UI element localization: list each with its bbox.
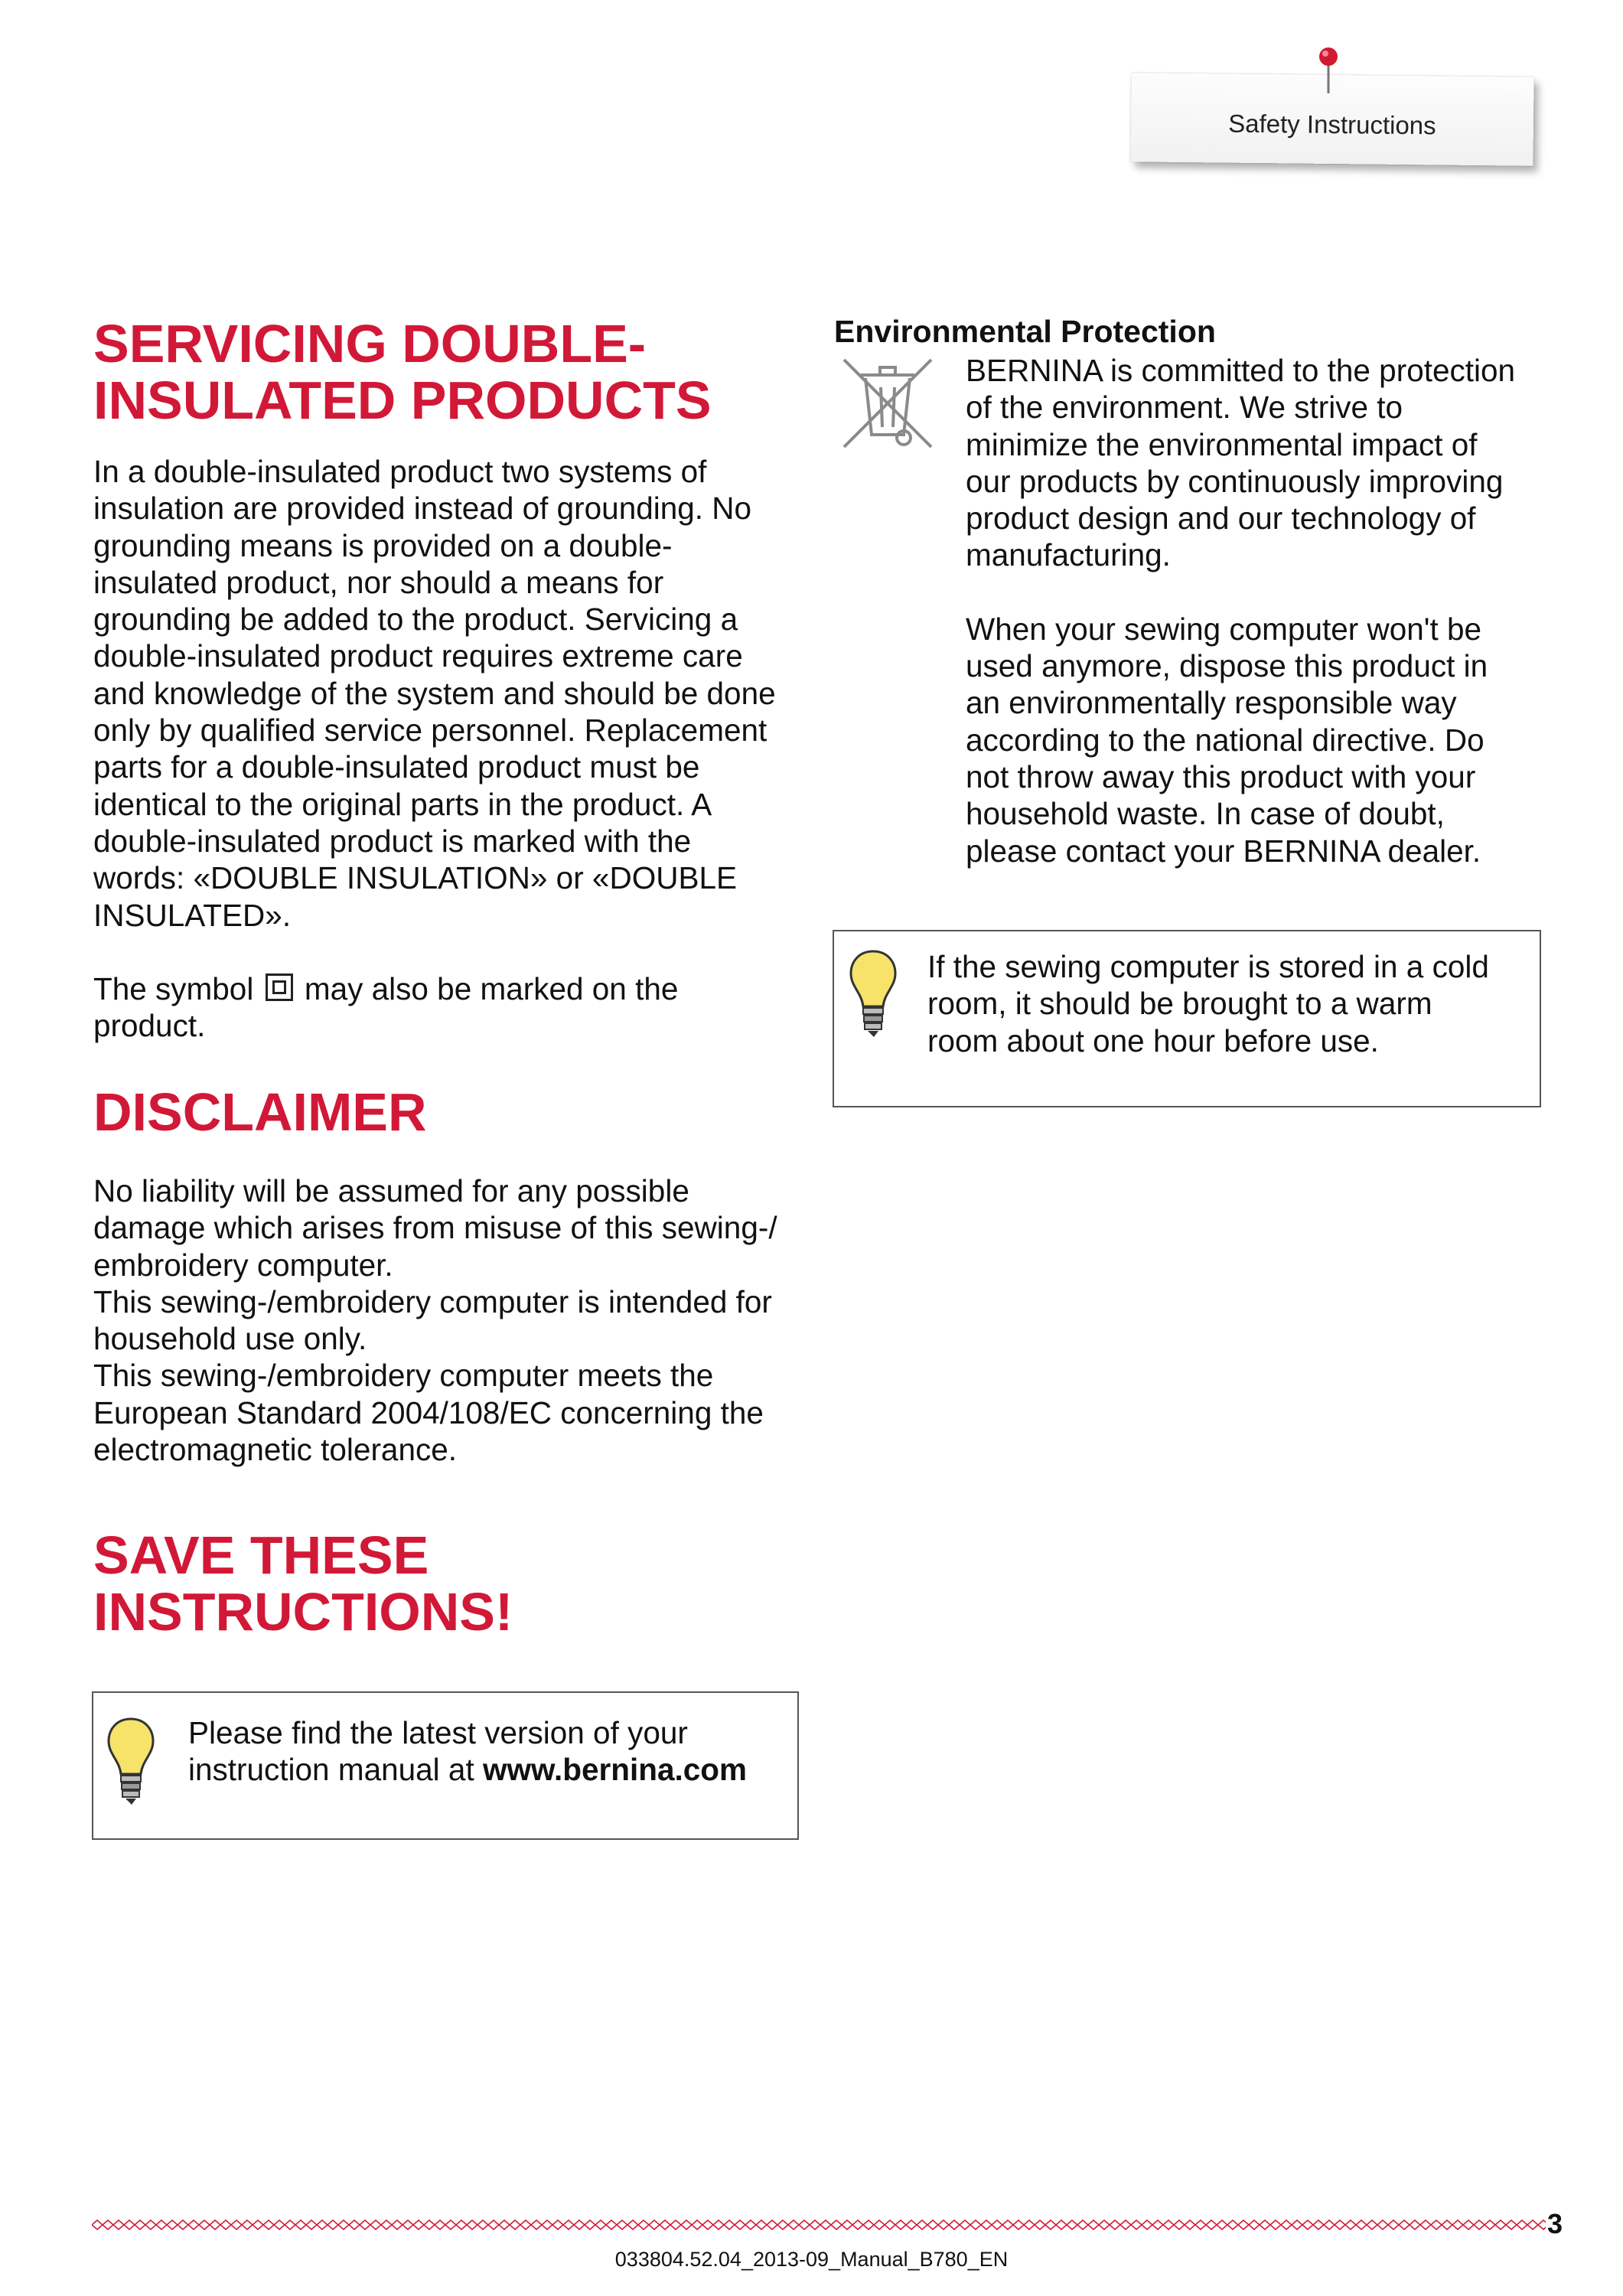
disclaimer-line: No liability will be assumed for any possible [93, 1173, 689, 1208]
pushpin-icon [1313, 46, 1344, 99]
environment-body [966, 352, 1515, 869]
tip-manual-line1: Please find the latest version of your [188, 1715, 688, 1750]
disclaimer-line: household use only. [93, 1321, 367, 1357]
environment-line: household waste. In case of doubt, [966, 796, 1445, 832]
servicing-heading-line2: INSULATED PRODUCTS [93, 370, 712, 430]
environment-line: When your sewing computer won't be [966, 611, 1482, 647]
disclaimer-body [93, 1172, 777, 1468]
servicing-line: insulation are provided instead of grounding. No [93, 491, 752, 527]
environment-line: minimize the environmental impact of [966, 426, 1478, 462]
servicing-line: In a double-insulated product two systems of [93, 454, 707, 489]
page-number: 3 [1547, 2208, 1563, 2239]
servicing-line: INSULATED». [93, 897, 292, 933]
servicing-heading [93, 315, 712, 429]
servicing-line: identical to the original parts in the product. A [93, 786, 712, 822]
environment-line: BERNINA is committed to the protection [966, 353, 1516, 388]
section-tab-label: Safety Instructions [1228, 109, 1436, 140]
footer-ornament-rule [92, 2219, 1546, 2230]
servicing-line: double-insulated product requires extreme care [93, 638, 743, 674]
servicing-line: insulated product, nor should a means for [93, 564, 664, 600]
servicing-body [93, 453, 776, 1044]
symbol-line: The symbol may also be marked on the [93, 970, 679, 1006]
tip-manual-line2: instruction manual at www.bernina.com [188, 1752, 748, 1788]
save-heading-line2: INSTRUCTIONS! [93, 1582, 513, 1642]
lightbulb-icon [848, 948, 898, 1040]
environment-line: an environmentally responsible way [966, 685, 1457, 721]
save-heading-line1: SAVE THESE [93, 1525, 429, 1585]
tip-box-manual [92, 1691, 799, 1840]
environment-line: not throw away this product with your [966, 758, 1476, 794]
servicing-heading-line1: SERVICING DOUBLE- [93, 314, 647, 373]
environment-line: of the environment. We strive to [966, 390, 1403, 426]
symbol-line2: product. [93, 1008, 206, 1044]
tip-box-cold [833, 930, 1541, 1107]
environment-line: our products by continuously improving [966, 463, 1504, 499]
environment-line: according to the national directive. Do [966, 722, 1484, 758]
tip-manual-text [188, 1714, 747, 1789]
environment-line: used anymore, dispose this product in [966, 648, 1488, 684]
servicing-line: and knowledge of the system and should be done [93, 675, 776, 711]
disclaimer-line: This sewing-/embroidery computer meets the [93, 1358, 714, 1394]
servicing-line: parts for a double-insulated product must be [93, 749, 700, 785]
lightbulb-icon [106, 1716, 156, 1808]
servicing-line: grounding be added to the product. Servicing a [93, 602, 738, 638]
save-heading [93, 1527, 513, 1640]
crossed-out-bin-icon [838, 352, 937, 452]
disclaimer-line: This sewing-/embroidery computer is intended for [93, 1283, 772, 1319]
tip-cold-line: room about one hour before use. [927, 1022, 1379, 1058]
servicing-line: words: «DOUBLE INSULATION» or «DOUBLE [93, 860, 738, 896]
document-code: 033804.52.04_2013-09_Manual_B780_EN [614, 2248, 1009, 2271]
environment-line: manufacturing. [966, 537, 1171, 573]
servicing-line: only by qualified service personnel. Replacement [93, 713, 768, 748]
disclaimer-heading: DISCLAIMER [93, 1082, 427, 1142]
disclaimer-line: damage which arises from misuse of this sewing-/ [93, 1210, 777, 1246]
disclaimer-line: electromagnetic tolerance. [93, 1432, 458, 1468]
manual-link[interactable]: www.bernina.com [482, 1752, 748, 1788]
environment-heading: Environmental Protection [834, 314, 1216, 349]
environment-line: please contact your BERNINA dealer. [966, 833, 1481, 869]
tip-cold-text [927, 948, 1489, 1059]
tip-cold-line: room, it should be brought to a warm [927, 986, 1432, 1022]
disclaimer-line: embroidery computer. [93, 1247, 393, 1283]
environment-line: product design and our technology of [966, 501, 1476, 536]
tip-cold-line: If the sewing computer is stored in a cold [927, 949, 1489, 984]
servicing-line: double-insulated product is marked with the [93, 823, 692, 859]
disclaimer-line: European Standard 2004/108/EC concerning the [93, 1394, 764, 1430]
double-insulation-icon [266, 974, 293, 1001]
servicing-line: grounding means is provided on a double- [93, 527, 673, 563]
